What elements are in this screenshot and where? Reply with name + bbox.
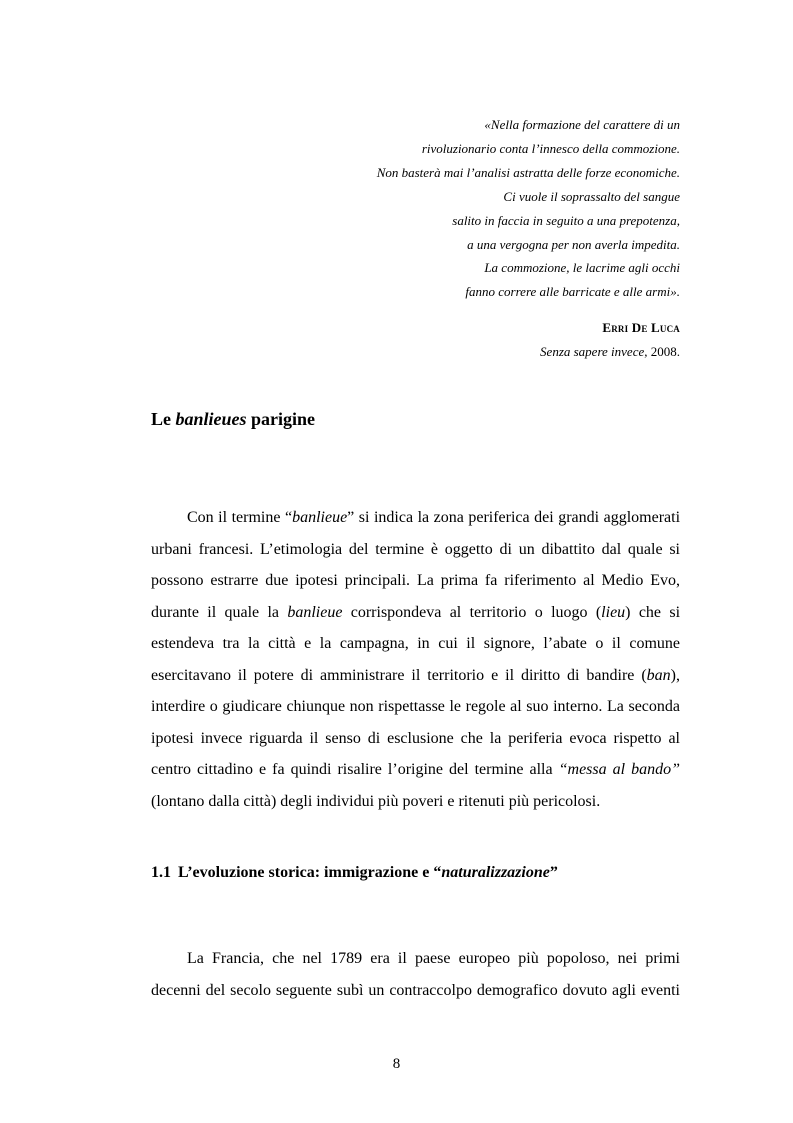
text-line: decenni del secolo seguente subì un contraccolpo demografico dovuto agli eventi xyxy=(151,981,680,999)
epigraph-line: rivoluzionario conta l’innesco della commozione. xyxy=(421,140,680,156)
section-title-italic: naturalizzazione xyxy=(441,864,550,881)
epigraph-line: Ci vuole il soprassalto del sangue xyxy=(503,188,680,204)
text-run: ” si indica la zona periferica dei grandi agglomerati xyxy=(347,509,681,526)
epigraph-quote xyxy=(260,113,680,304)
text-run: centro cittadino e fa quindi risalire l’origine del termine alla xyxy=(151,761,559,778)
text-line: ipotesi invece riguarda il senso di esclusione che la periferia evoca rispetto al xyxy=(151,729,680,747)
text-line xyxy=(151,660,680,692)
text-line: urbani francesi. L’etimologia del termine è oggetto di un dibattito dal quale si xyxy=(151,540,680,558)
text-line: interdire o giudicare chiunque non rispettasse le regole al suo interno. La seconda xyxy=(151,698,680,715)
body-paragraph-2 xyxy=(151,943,680,1006)
text-run: corrispondeva al territorio o luogo ( xyxy=(342,603,602,621)
page-number: 8 xyxy=(392,1056,401,1072)
epigraph-author: Erri De Luca xyxy=(602,320,680,335)
text-line xyxy=(151,754,680,786)
section-title xyxy=(151,864,558,882)
text-run: ), xyxy=(670,666,680,684)
epigraph-line: fanno correre alle barricate e alle armi». xyxy=(465,284,680,300)
text-run-italic: lieu xyxy=(601,603,626,621)
text-line: (lontano dalla città) degli individui più poveri e ritenuti più pericolosi. xyxy=(151,792,601,810)
text-run-italic: “messa al bando” xyxy=(558,761,680,778)
text-line xyxy=(151,502,680,534)
section-number: 1.1 xyxy=(151,864,171,881)
section-title-prefix: L’evoluzione storica: immigrazione e “ xyxy=(178,864,442,881)
epigraph-line: Non basterà mai l’analisi astratta delle forze economiche. xyxy=(376,164,680,180)
text-run: durante il quale la xyxy=(151,603,288,621)
epigraph-line: La commozione, le lacrime agli occhi xyxy=(484,260,680,276)
text-line xyxy=(151,597,680,629)
epigraph-line: salito in faccia in seguito a una prepotenza, xyxy=(452,212,680,228)
text-line: estendeva tra la città e la campagna, in cui il signore, l’abate o il comune xyxy=(151,635,680,652)
text-run: Con il termine “ xyxy=(187,509,293,526)
epigraph-line: «Nella formazione del carattere di un xyxy=(484,117,680,132)
epigraph-source xyxy=(260,340,680,364)
text-run-italic: ban xyxy=(646,666,671,684)
chapter-title-prefix: Le xyxy=(151,409,176,429)
epigraph-line: a una vergogna per non averla impedita. xyxy=(467,236,680,252)
epigraph-source-title: Senza sapere invece xyxy=(540,344,645,359)
text-run-italic: banlieue xyxy=(292,509,348,526)
text-run-italic: banlieue xyxy=(287,603,343,621)
text-run: ) che si xyxy=(625,603,681,621)
chapter-title xyxy=(151,409,315,430)
text-line: La Francia, che nel 1789 era il paese europeo più popoloso, nei primi xyxy=(187,950,680,967)
epigraph-attribution xyxy=(260,316,680,364)
text-run: esercitavano il potere di amministrare il territorio e il diritto di bandire ( xyxy=(151,666,647,684)
epigraph-source-year: , 2008. xyxy=(644,344,680,359)
body-paragraph-1 xyxy=(151,502,680,817)
section-title-suffix: ” xyxy=(549,864,558,881)
chapter-title-suffix: parigine xyxy=(246,409,316,429)
text-line: possono estrarre due ipotesi principali. La prima fa riferimento al Medio Evo, xyxy=(151,572,680,589)
chapter-title-italic: banlieues xyxy=(175,409,247,429)
